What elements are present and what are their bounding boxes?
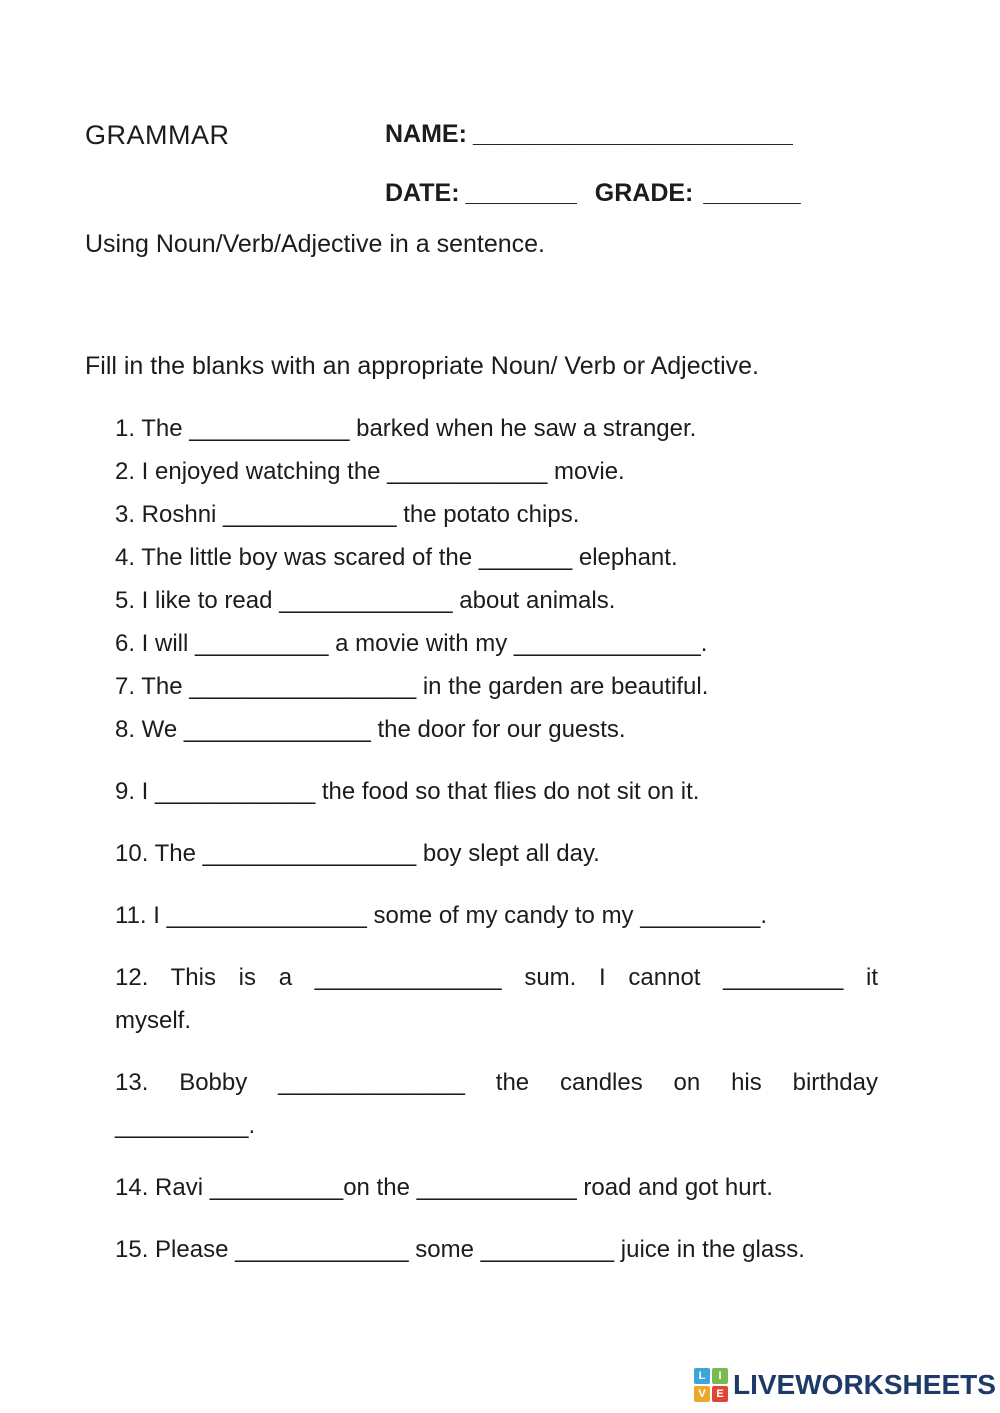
date-blank-line: ________ (465, 179, 577, 207)
worksheet-item-13-line-1: 13. Bobby ______________ the candles on his birthday (115, 1069, 878, 1096)
name-label: NAME: (385, 120, 467, 148)
worksheet-item-11: 11. I _______________ some of my candy to my _________. (115, 902, 768, 929)
worksheet-item-13-line-2: __________. (115, 1112, 256, 1139)
logo-tile-e: E (712, 1386, 728, 1402)
worksheet-item-5: 5. I like to read _____________ about animals. (115, 587, 616, 614)
worksheet-item-2: 2. I enjoyed watching the ____________ movie. (115, 458, 625, 485)
worksheet-item-12-line-2: myself. (115, 1007, 192, 1034)
page-title: GRAMMAR (85, 120, 230, 150)
date-grade-row (385, 179, 801, 208)
date-label: DATE: (385, 179, 460, 207)
worksheet-item-6: 6. I will __________ a movie with my ______________. (115, 630, 708, 657)
liveworksheets-logo[interactable] (694, 1368, 996, 1402)
name-field-row (385, 120, 793, 149)
worksheet-item-15: 15. Please _____________ some __________ juice in the glass. (115, 1236, 805, 1263)
logo-tile-i: I (712, 1368, 728, 1384)
liveworksheets-wordmark: LIVEWORKSHEETS (733, 1369, 996, 1400)
worksheet-item-7: 7. The _________________ in the garden are beautiful. (115, 673, 709, 700)
worksheet-item-10: 10. The ________________ boy slept all day. (115, 840, 600, 867)
worksheet-item-8: 8. We ______________ the door for our guests. (115, 716, 626, 743)
worksheet-item-9: 9. I ____________ the food so that flies do not sit on it. (115, 778, 700, 805)
worksheet-item-4: 4. The little boy was scared of the _______ elephant. (115, 544, 678, 571)
worksheet-item-13 (115, 1061, 878, 1147)
worksheet-item-14: 14. Ravi __________on the ____________ road and got hurt. (115, 1174, 773, 1201)
worksheet-item-12 (115, 956, 878, 1042)
worksheet-item-12-line-1: 12. This is a ______________ sum. I cannot _________ it (115, 964, 878, 991)
worksheet-item-3: 3. Roshni _____________ the potato chips. (115, 501, 580, 528)
name-blank-line: _______________________ (472, 120, 793, 148)
logo-tile-v: V (694, 1386, 710, 1402)
logo-tile-l: L (694, 1368, 710, 1384)
grade-label: GRADE: (594, 179, 694, 207)
worksheet-subtitle: Using Noun/Verb/Adjective in a sentence. (85, 230, 545, 258)
fill-in-blanks-list (115, 407, 878, 1271)
worksheet-instruction: Fill in the blanks with an appropriate Noun/ Verb or Adjective. (85, 352, 759, 380)
grade-blank-line: _______ (703, 179, 801, 207)
liveworksheets-tiles-icon (694, 1368, 728, 1402)
worksheet-item-1: 1. The ____________ barked when he saw a stranger. (115, 415, 697, 442)
